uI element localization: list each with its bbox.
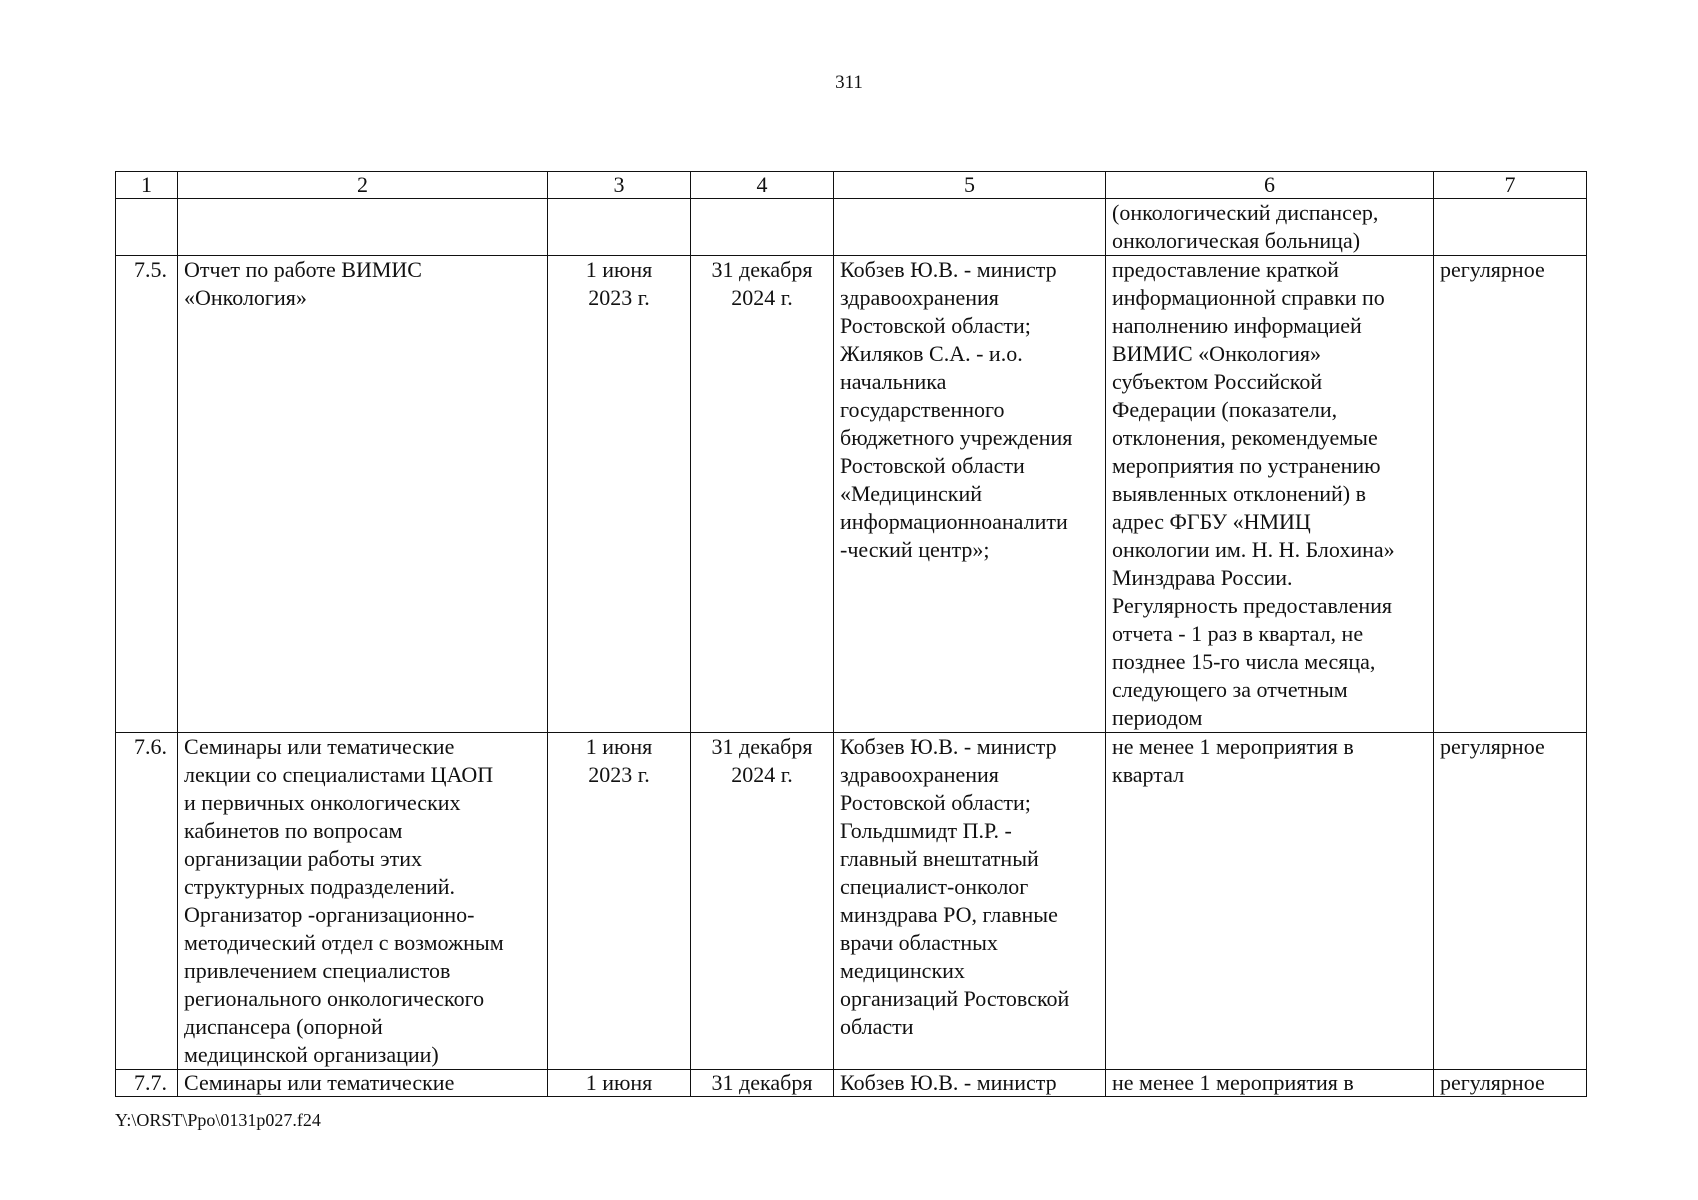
responsible-cell xyxy=(834,1070,1106,1097)
start-date-cell: 1 июня 2023 г. xyxy=(548,256,691,733)
table-row xyxy=(116,733,1587,1070)
type-cell xyxy=(1434,199,1587,256)
start-date-cell xyxy=(548,1070,691,1097)
item-number-cell: 7.6. xyxy=(116,733,178,1070)
page-number: 311 xyxy=(835,72,863,93)
column-number: 2 xyxy=(178,172,548,199)
end-date-cell xyxy=(691,1070,834,1097)
item-number: 7.7. xyxy=(134,1070,167,1095)
activity-name: Семинары или тематические xyxy=(184,1070,455,1095)
table-row-continuation xyxy=(116,199,1587,256)
table-row-truncated xyxy=(116,1070,1587,1097)
column-number: 5 xyxy=(834,172,1106,199)
result-cell: предоставление краткой информационной справки по наполнению информацией ВИМИС «Онкология» субъектом Российской Федерации (показатели, отклонения, рекомендуемые мероприятия по устранению выявленных отклонений) в адрес ФГБУ «НМИЦ онкологии им. Н. Н. Блохина» Минздрава России. Регулярность предоставления отчета - 1 раз в квартал, не позднее 15-го числа месяца, следующего за отчетным периодом xyxy=(1106,256,1434,733)
column-number: 1 xyxy=(116,172,178,199)
column-number: 3 xyxy=(548,172,691,199)
end-date-cell xyxy=(691,199,834,256)
end-date: 31 декабря xyxy=(711,1070,813,1095)
column-number: 4 xyxy=(691,172,834,199)
start-date-cell: 1 июня 2023 г. xyxy=(548,733,691,1070)
type: регулярное xyxy=(1440,1070,1545,1095)
activity-name-cell xyxy=(178,1070,548,1097)
activity-name-cell: Семинары или тематические лекции со специалистами ЦАОП и первичных онкологических кабинетов по вопросам организации работы этих структурных подразделений. Организатор -организационно- методический отдел с возможным привлечением специалистов регионального онкологического диспансера (опорной медицинской организации) xyxy=(178,733,548,1070)
responsible-cell xyxy=(834,199,1106,256)
column-number-row xyxy=(116,172,1587,199)
responsible-cell: Кобзев Ю.В. - министр здравоохранения Ростовской области; Жиляков С.А. - и.о. начальника государственного бюджетного учреждения Ростовской области «Медицинский информационноаналити -ческий центр»; xyxy=(834,256,1106,733)
type-cell xyxy=(1434,1070,1587,1097)
result-cell: не менее 1 мероприятия в квартал xyxy=(1106,733,1434,1070)
item-number-cell xyxy=(116,1070,178,1097)
start-date: 1 июня xyxy=(585,1070,653,1095)
item-number-cell xyxy=(116,199,178,256)
activity-name-cell xyxy=(178,199,548,256)
type-cell: регулярное xyxy=(1434,256,1587,733)
responsible-cell: Кобзев Ю.В. - министр здравоохранения Ростовской области; Гольдшмидт П.Р. - главный внештатный специалист-онколог минздрава РО, главные врачи областных медицинских организаций Ростовской области xyxy=(834,733,1106,1070)
file-path-footer: Y:\ORST\Ppo\0131p027.f24 xyxy=(115,1110,321,1130)
responsible: Кобзев Ю.В. - министр xyxy=(840,1070,1057,1095)
end-date-cell: 31 декабря 2024 г. xyxy=(691,733,834,1070)
result-cell xyxy=(1106,1070,1434,1097)
column-number: 7 xyxy=(1434,172,1587,199)
plan-table xyxy=(115,171,1587,1097)
table-row xyxy=(116,256,1587,733)
type-cell: регулярное xyxy=(1434,733,1587,1070)
result: не менее 1 мероприятия в xyxy=(1112,1070,1354,1095)
activity-name-cell: Отчет по работе ВИМИС «Онкология» xyxy=(178,256,548,733)
start-date-cell xyxy=(548,199,691,256)
end-date-cell: 31 декабря 2024 г. xyxy=(691,256,834,733)
item-number-cell: 7.5. xyxy=(116,256,178,733)
result-cell: (онкологический диспансер, онкологическая больница) xyxy=(1106,199,1434,256)
column-number: 6 xyxy=(1106,172,1434,199)
